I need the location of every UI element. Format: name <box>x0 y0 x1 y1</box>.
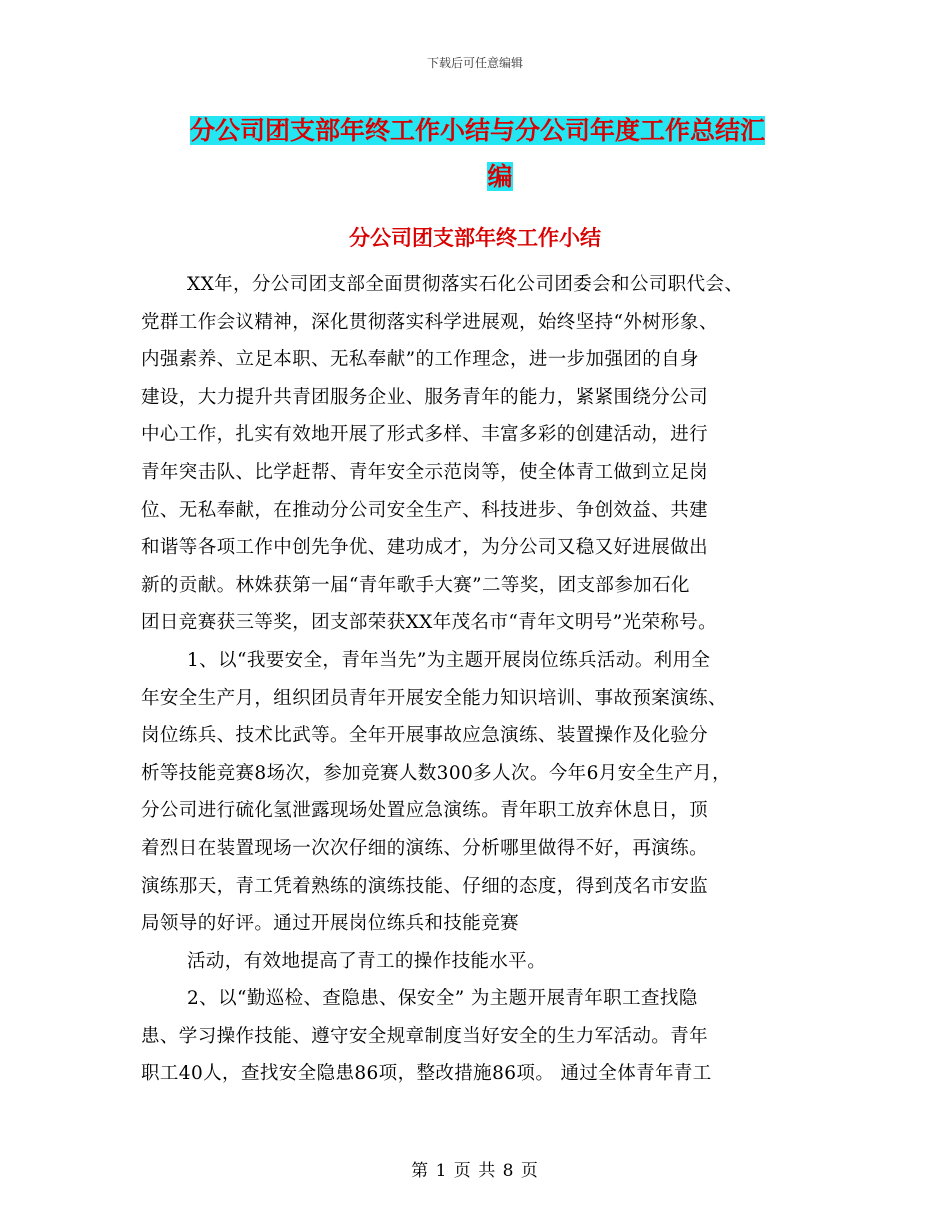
paragraph-line: 着烈日在装置现场一次次仔细的演练、分析哪里做得不好，再演练。 <box>141 837 709 859</box>
page-footer: 第 1 页 共 8 页 <box>411 1161 539 1181</box>
body-text <box>141 266 831 1093</box>
paragraph-line: 分公司进行硫化氢泄露现场处置应急演练。青年职工放弃休息日，顶 <box>141 800 709 822</box>
paragraph-line: XX年，分公司团支部全面贯彻落实石化公司团委会和公司职代会、 <box>187 274 744 295</box>
paragraph-line: 内强素养、立足本职、无私奉献”的工作理念，进一步加强团的自身 <box>141 349 699 371</box>
document-title <box>190 108 810 200</box>
paragraph-line: 岗位练兵、技术比武等。全年开展事故应急演练、装置操作及化验分 <box>141 725 709 747</box>
paragraph-line: 中心工作，扎实有效地开展了形式多样、丰富多彩的创建活动，进行 <box>141 424 709 446</box>
header-note: 下载后可任意编辑 <box>426 56 523 70</box>
paragraph-line: 新的贡献。林姝获第一届“青年歌手大赛”二等奖，团支部参加石化 <box>141 574 690 596</box>
paragraph-line: 年安全生产月，组织团员青年开展安全能力知识培训、事故预案演练、 <box>141 687 727 709</box>
paragraph-line: 位、无私奉献，在推动分公司安全生产、科技进步、争创效益、共建 <box>141 499 709 521</box>
paragraph-line: 党群工作会议精神，深化贯彻落实科学进展观，始终坚持“外树形象、 <box>141 311 718 333</box>
section-title: 分公司团支部年终工作小结 <box>349 226 601 250</box>
paragraph-line: 患、学习操作技能、遵守安全规章制度当好安全的生力军活动。青年 <box>141 1025 709 1047</box>
paragraph-line: 活动，有效地提高了青工的操作技能水平。 <box>187 950 547 972</box>
paragraph-line: 1、以“我要安全，青年当先”为主题开展岗位练兵活动。利用全 <box>187 649 711 671</box>
paragraph-line: 职工40人，查找安全隐患86项，整改措施86项。 通过全体青年青工 <box>141 1063 712 1085</box>
paragraph-line: 建设，大力提升共青团服务企业、服务青年的能力，紧紧围绕分公司 <box>141 386 709 408</box>
paragraph-line: 析等技能竞赛8场次，参加竞赛人数300多人次。今年6月安全生产月， <box>141 762 732 784</box>
paragraph-line: 演练那天，青工凭着熟练的演练技能、仔细的态度，得到茂名市安监 <box>141 875 709 897</box>
paragraph-line: 和谐等各项工作中创先争优、建功成才，为分公司又稳又好进展做出 <box>141 537 709 559</box>
paragraph-line: 团日竞赛获三等奖，团支部荣获XX年茂名市“青年文明号”光荣称号。 <box>141 612 718 634</box>
paragraph-line: 局领导的好评。通过开展岗位练兵和技能竞赛 <box>141 913 520 935</box>
paragraph-line: 青年突击队、比学赶帮、青年安全示范岗等，使全体青工做到立足岗 <box>141 461 709 483</box>
document-title-line2: 编 <box>487 162 513 191</box>
document-title-line1: 分公司团支部年终工作小结与分公司年度工作总结汇 <box>190 116 766 145</box>
paragraph-line: 2、以“勤巡检、查隐患、保安全” 为主题开展青年职工查找隐 <box>187 988 698 1010</box>
